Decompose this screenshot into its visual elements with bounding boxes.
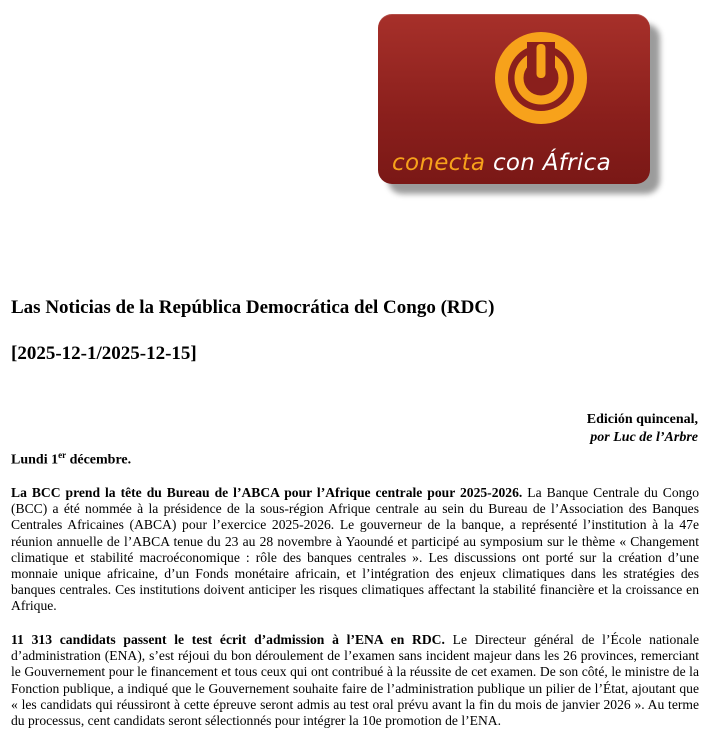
logo-text-part1: conecta (392, 150, 486, 176)
article-ena (11, 632, 699, 729)
day-heading (11, 450, 131, 469)
edition-label: Edición quincenal, (586, 412, 698, 427)
logo-text-part2: con África (492, 150, 611, 176)
logo (378, 14, 668, 198)
article-bcc (11, 485, 699, 615)
article-body: La Banque Centrale du Congo (BCC) a été nommée à la présidence de la sous-région Afrique centrale au sein du Bureau de l’Association des Banques Centrales Africaines (ABCA) pour l’exercice 2025-2026. Le gouverneur de la banque, a représenté l’institution à la 47e réunion annuelle de l’ABCA tenue du 23 au 28 novembre à Yaoundé et participé au symposium sur le thème « Changement climatique et stabilité macroéconomique : rôle des banques centrales ». Les discussions ont porté sur la création d’une monnaie unique africaine, d’un Fonds monétaire africain, et l’intégration des enjeux climatiques dans les stratégies des banques centrales. Ces institutions doivent anticiper les risques climatiques affectant la stabilité financière et la croissance en Afrique. (11, 485, 700, 614)
edition-author: por Luc de l’Arbre (590, 430, 698, 445)
day-suffix: décembre. (66, 452, 132, 468)
edition-info (587, 411, 698, 447)
article-headline: 11 313 candidats passent le test écrit d’admission à l’ENA en RDC. (11, 632, 445, 647)
logo-box (378, 14, 650, 184)
article-headline: La BCC prend la tête du Bureau de l’ABCA pour l’Afrique centrale pour 2025-2026. (11, 485, 523, 500)
date-range: [2025-12-1/2025-12-15] (11, 343, 197, 364)
article-body: Le Directeur général de l’École nationale d’administration (ENA), s’est réjoui du bon déroulement de l’examen sans incident majeur dans les 26 provinces, remerciant le Gouvernement pour le financement et tous ceux qui ont contribué à la réussite de cet examen. De son côté, le ministre de la Fonction publique, a indiqué que le Gouvernement souhaite faire de l’administration publique un pilier de l’État, ajoutant que « les candidats qui réussiront à cette épreuve seront admis au test oral prévu avant la fin du mois de janvier 2026 ». Au terme du processus, cent candidats seront sélectionnés pour intégrer la 10e promotion de l’ENA. (11, 632, 699, 729)
day-superscript: er (58, 450, 67, 460)
page-title: Las Noticias de la República Democrática del Congo (RDC) (11, 297, 495, 318)
logo-text (392, 150, 611, 176)
day-prefix: Lundi 1 (11, 452, 59, 468)
